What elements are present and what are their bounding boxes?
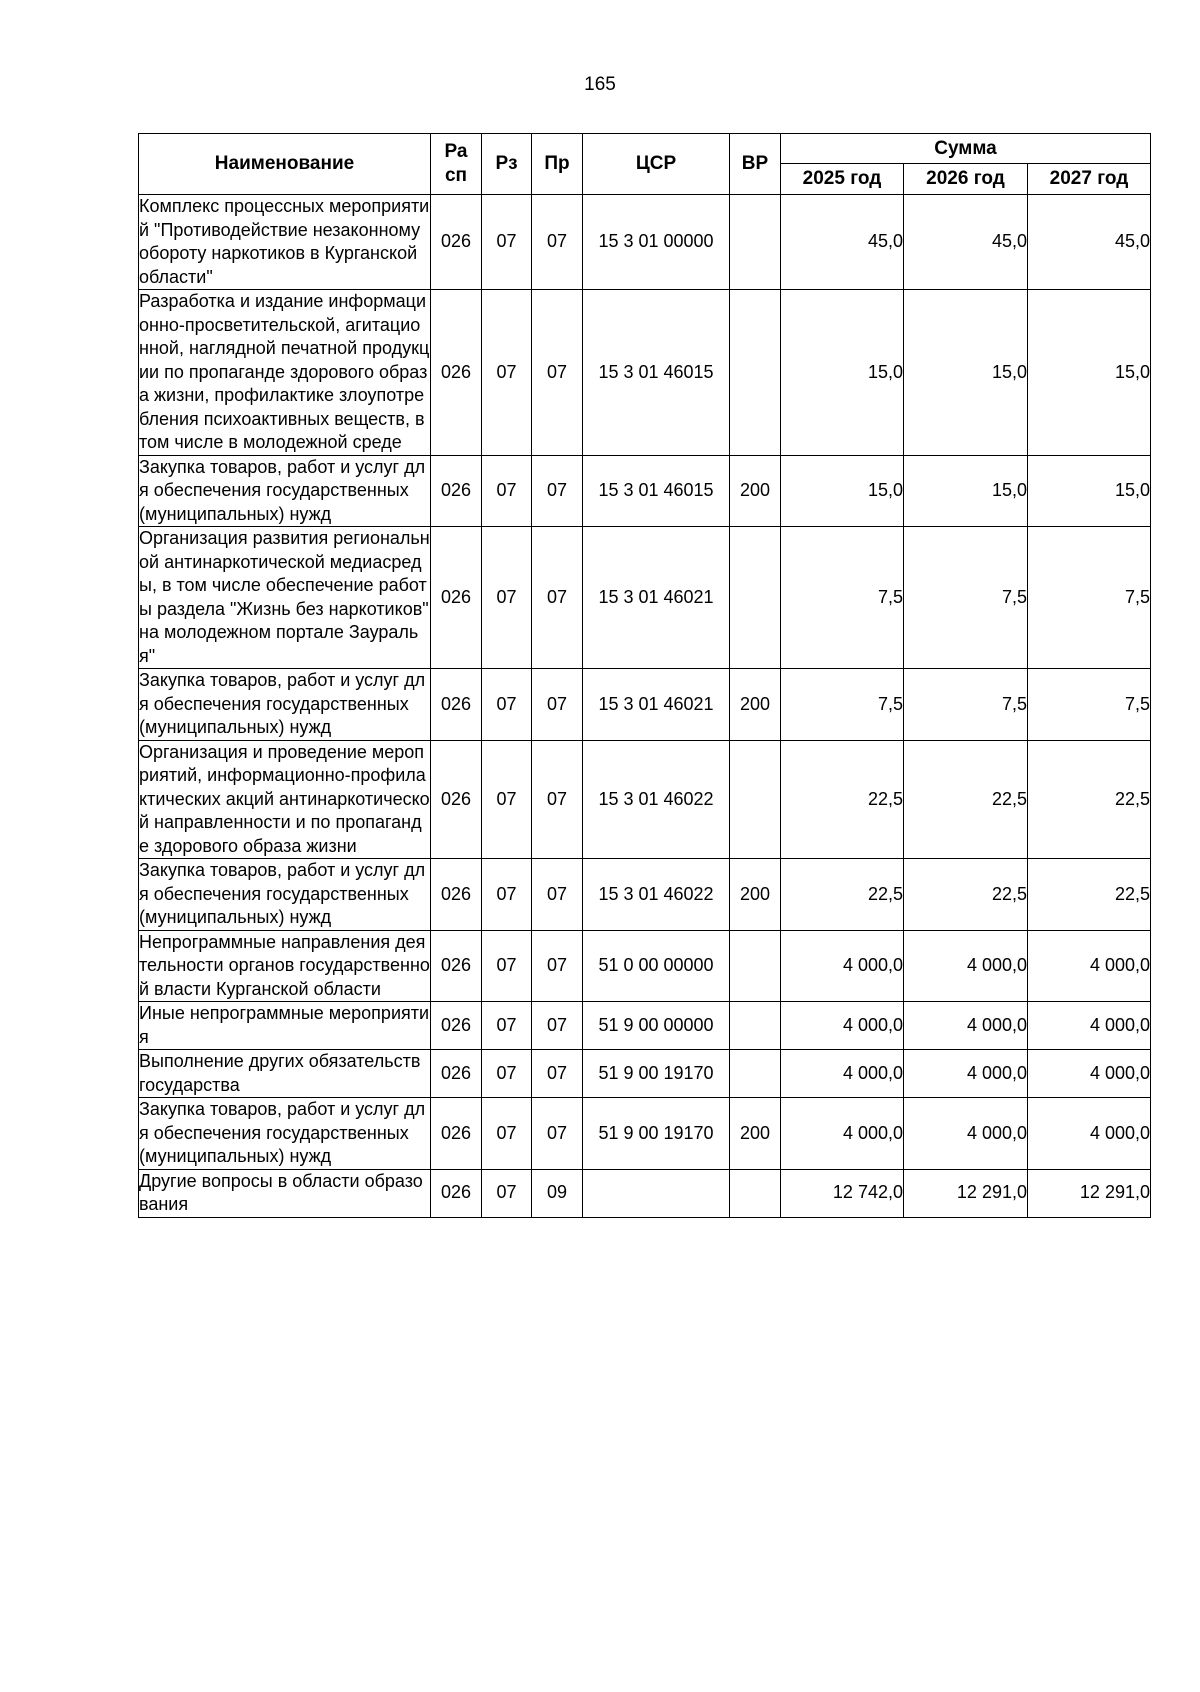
cell-rasp: 026 (431, 195, 482, 290)
cell-vr (730, 1050, 781, 1098)
cell-name: Закупка товаров, работ и услуг для обеспечения государственных (муниципальных) нужд (139, 669, 431, 741)
cell-sum-2027: 4 000,0 (1028, 930, 1151, 1002)
table-row (139, 859, 1151, 931)
cell-vr: 200 (730, 859, 781, 931)
header-name: Наименование (139, 134, 431, 195)
cell-pr: 09 (532, 1169, 583, 1217)
page-number: 165 (584, 74, 616, 95)
cell-vr: 200 (730, 455, 781, 527)
header-rasp: Ра сп (431, 134, 482, 195)
cell-sum-2027: 7,5 (1028, 669, 1151, 741)
cell-pr: 07 (532, 1050, 583, 1098)
cell-csr: 51 9 00 19170 (583, 1050, 730, 1098)
cell-rasp: 026 (431, 859, 482, 931)
cell-rz: 07 (482, 740, 532, 859)
cell-name: Закупка товаров, работ и услуг для обеспечения государственных (муниципальных) нужд (139, 455, 431, 527)
table-header (139, 134, 1151, 195)
cell-csr: 15 3 01 46015 (583, 455, 730, 527)
cell-name: Закупка товаров, работ и услуг для обеспечения государственных (муниципальных) нужд (139, 1098, 431, 1170)
table-row (139, 930, 1151, 1002)
cell-sum-2025: 15,0 (781, 290, 904, 456)
cell-sum-2025: 7,5 (781, 669, 904, 741)
cell-sum-2026: 4 000,0 (904, 930, 1028, 1002)
cell-rz: 07 (482, 290, 532, 456)
cell-name: Непрограммные направления деятельности органов государственной власти Курганской области (139, 930, 431, 1002)
cell-sum-2027: 45,0 (1028, 195, 1151, 290)
cell-rasp: 026 (431, 1050, 482, 1098)
cell-sum-2027: 22,5 (1028, 859, 1151, 931)
cell-csr: 15 3 01 46021 (583, 669, 730, 741)
header-year-2026: 2026 год (904, 164, 1028, 195)
cell-sum-2025: 4 000,0 (781, 930, 904, 1002)
cell-rz: 07 (482, 527, 532, 669)
cell-sum-2026: 45,0 (904, 195, 1028, 290)
cell-sum-2025: 45,0 (781, 195, 904, 290)
cell-name: Организация и проведение мероприятий, информационно-профилактических акций антинаркотической направленности и по пропаганде здорового образа жизни (139, 740, 431, 859)
cell-pr: 07 (532, 740, 583, 859)
cell-rasp: 026 (431, 669, 482, 741)
header-sum: Сумма (781, 134, 1151, 164)
cell-sum-2027: 15,0 (1028, 455, 1151, 527)
cell-vr: 200 (730, 669, 781, 741)
cell-sum-2025: 22,5 (781, 859, 904, 931)
cell-sum-2026: 15,0 (904, 290, 1028, 456)
cell-vr (730, 1002, 781, 1050)
cell-vr (730, 1169, 781, 1217)
cell-rz: 07 (482, 1098, 532, 1170)
cell-sum-2025: 4 000,0 (781, 1050, 904, 1098)
header-year-2025: 2025 год (781, 164, 904, 195)
cell-pr: 07 (532, 859, 583, 931)
cell-csr: 15 3 01 46021 (583, 527, 730, 669)
cell-csr: 51 9 00 00000 (583, 1002, 730, 1050)
header-pr: Пр (532, 134, 583, 195)
header-csr: ЦСР (583, 134, 730, 195)
cell-rasp: 026 (431, 1098, 482, 1170)
cell-sum-2025: 4 000,0 (781, 1098, 904, 1170)
cell-csr: 15 3 01 46022 (583, 740, 730, 859)
cell-sum-2026: 4 000,0 (904, 1098, 1028, 1170)
cell-rz: 07 (482, 195, 532, 290)
table-row (139, 290, 1151, 456)
cell-sum-2027: 4 000,0 (1028, 1098, 1151, 1170)
table-row (139, 740, 1151, 859)
table-row (139, 1098, 1151, 1170)
cell-csr: 15 3 01 00000 (583, 195, 730, 290)
cell-sum-2027: 22,5 (1028, 740, 1151, 859)
cell-rasp: 026 (431, 527, 482, 669)
cell-rasp: 026 (431, 740, 482, 859)
cell-vr (730, 195, 781, 290)
cell-rasp: 026 (431, 290, 482, 456)
cell-rz: 07 (482, 669, 532, 741)
cell-rz: 07 (482, 1169, 532, 1217)
header-year-2027: 2027 год (1028, 164, 1151, 195)
table-row (139, 1002, 1151, 1050)
cell-sum-2026: 4 000,0 (904, 1002, 1028, 1050)
cell-csr: 15 3 01 46015 (583, 290, 730, 456)
cell-csr: 51 9 00 19170 (583, 1098, 730, 1170)
cell-vr (730, 930, 781, 1002)
cell-sum-2027: 4 000,0 (1028, 1050, 1151, 1098)
cell-csr: 15 3 01 46022 (583, 859, 730, 931)
cell-sum-2026: 12 291,0 (904, 1169, 1028, 1217)
cell-sum-2025: 7,5 (781, 527, 904, 669)
cell-rz: 07 (482, 930, 532, 1002)
cell-name: Иные непрограммные мероприятия (139, 1002, 431, 1050)
budget-table (138, 133, 1151, 1218)
cell-rasp: 026 (431, 930, 482, 1002)
cell-sum-2027: 7,5 (1028, 527, 1151, 669)
cell-pr: 07 (532, 669, 583, 741)
cell-pr: 07 (532, 1098, 583, 1170)
cell-pr: 07 (532, 930, 583, 1002)
header-vr: ВР (730, 134, 781, 195)
table-row (139, 669, 1151, 741)
table-row (139, 455, 1151, 527)
cell-sum-2025: 15,0 (781, 455, 904, 527)
cell-rz: 07 (482, 455, 532, 527)
table-row (139, 1050, 1151, 1098)
cell-sum-2026: 7,5 (904, 669, 1028, 741)
cell-name: Другие вопросы в области образования (139, 1169, 431, 1217)
cell-sum-2027: 12 291,0 (1028, 1169, 1151, 1217)
cell-vr (730, 740, 781, 859)
cell-sum-2026: 22,5 (904, 740, 1028, 859)
cell-sum-2027: 4 000,0 (1028, 1002, 1151, 1050)
cell-sum-2025: 22,5 (781, 740, 904, 859)
cell-sum-2026: 22,5 (904, 859, 1028, 931)
header-rz: Рз (482, 134, 532, 195)
cell-vr (730, 527, 781, 669)
cell-vr: 200 (730, 1098, 781, 1170)
cell-name: Организация развития региональной антинаркотической медиасреды, в том числе обеспечение работы раздела "Жизнь без наркотиков" на молодежном портале Зауралья" (139, 527, 431, 669)
cell-vr (730, 290, 781, 456)
cell-sum-2026: 4 000,0 (904, 1050, 1028, 1098)
cell-pr: 07 (532, 195, 583, 290)
cell-sum-2026: 7,5 (904, 527, 1028, 669)
table-body (139, 195, 1151, 1218)
cell-rasp: 026 (431, 1002, 482, 1050)
cell-sum-2027: 15,0 (1028, 290, 1151, 456)
cell-pr: 07 (532, 1002, 583, 1050)
cell-rasp: 026 (431, 455, 482, 527)
cell-pr: 07 (532, 290, 583, 456)
table-row (139, 527, 1151, 669)
cell-rz: 07 (482, 859, 532, 931)
cell-name: Закупка товаров, работ и услуг для обеспечения государственных (муниципальных) нужд (139, 859, 431, 931)
cell-name: Выполнение других обязательств государства (139, 1050, 431, 1098)
table-row (139, 195, 1151, 290)
cell-csr: 51 0 00 00000 (583, 930, 730, 1002)
cell-csr (583, 1169, 730, 1217)
cell-rz: 07 (482, 1050, 532, 1098)
cell-pr: 07 (532, 527, 583, 669)
cell-rasp: 026 (431, 1169, 482, 1217)
cell-sum-2025: 4 000,0 (781, 1002, 904, 1050)
cell-rz: 07 (482, 1002, 532, 1050)
cell-name: Комплекс процессных мероприятий "Противодействие незаконному обороту наркотиков в Курганской области" (139, 195, 431, 290)
cell-sum-2026: 15,0 (904, 455, 1028, 527)
cell-pr: 07 (532, 455, 583, 527)
cell-name: Разработка и издание информационно-просветительской, агитационной, наглядной печатной продукции по пропаганде здорового образа жизни, профилактике злоупотребления психоактивных веществ, в том числе в молодежной среде (139, 290, 431, 456)
table-row (139, 1169, 1151, 1217)
cell-sum-2025: 12 742,0 (781, 1169, 904, 1217)
